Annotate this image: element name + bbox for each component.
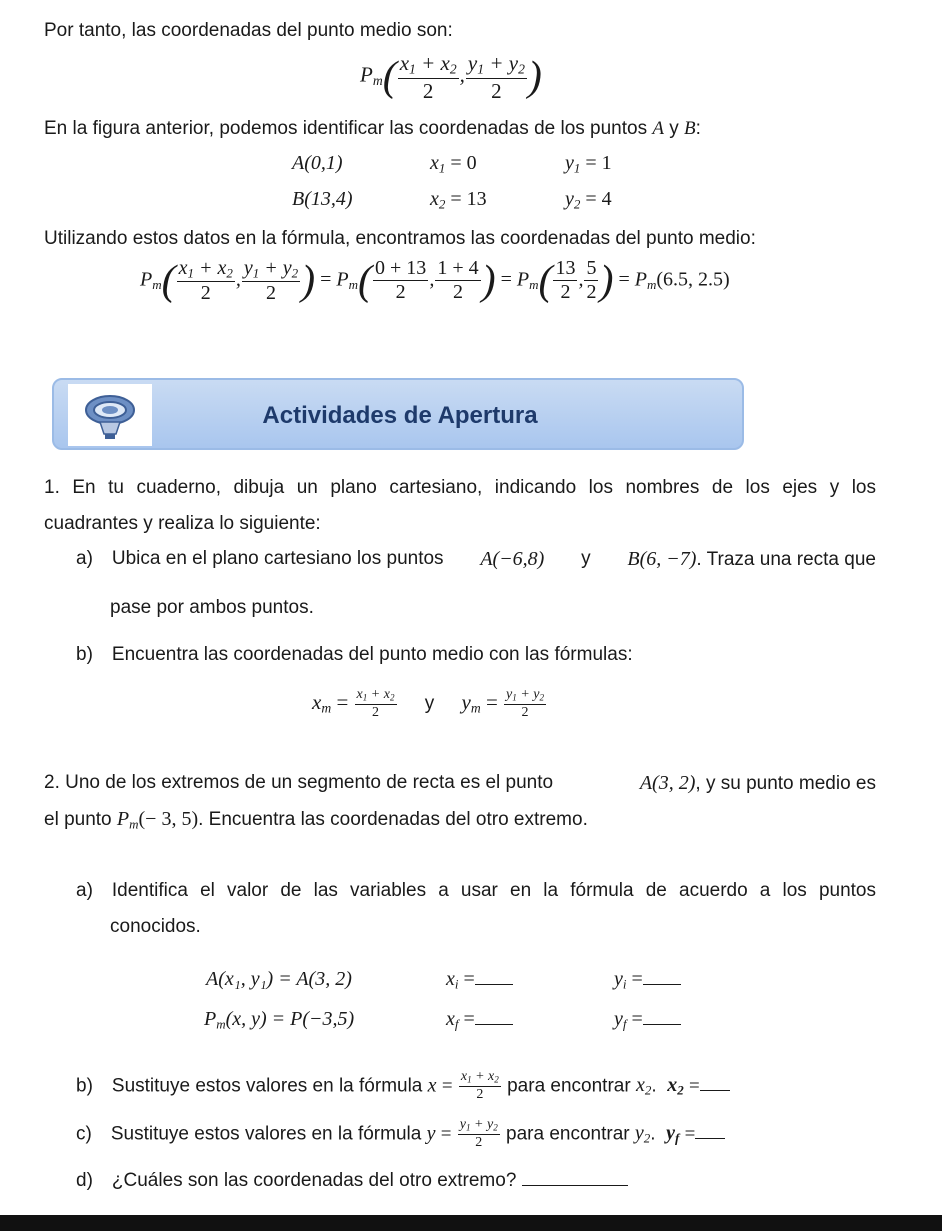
activity-2a-line-2: conocidos. [110,916,201,937]
equation-point-a: A(x₁, y₁) = A(3, 2) [206,968,352,990]
activity-2-line-2: el punto $P_m(- 3$, 5). Encuentra las coordenadas del otro extremo. [44,808,588,832]
equation-midpoint: $P_m(x$, y) = P(−3,5) [204,1008,355,1032]
x1-value: $x_1 = 0$ [430,152,477,176]
bottom-edge [0,1215,942,1231]
activity-1-line-2: cuadrantes y realiza lo siguiente: [44,513,321,534]
y2-value: $y_2 = 4$ [565,188,612,212]
activity-2a-line-1: a) Identifica el valor de las variables a usar en la fórmula de acuerdo a los puntos [76,880,876,901]
point-a-label: A(0,1) [292,152,343,174]
activity-1a-line-1: a) Ubica en el plano cartesiano los puntos A(−6,8) y B(6, −7). Traza una recta que [76,548,876,570]
intro-line-1: Por tanto, las coordenadas del punto medio son: [44,20,453,41]
midpoint-component-formulas: $x_m$ = $\frac{x_1 + x_2}{2}$ y $y_m$ = $\frac{y_1 + y_2}{2}$ [312,687,545,720]
activity-2b-line: b) Sustituye estos valores en la fórmula x = $\frac{x_1 + x_2}{2}$ para encontrar $x_2$. $x_2$ = [76,1070,730,1103]
midpoint-computation: $P_m$( $\frac{x_1 + x_2}{2}$ , $\frac{y_1 + y_2}{2}$ ) = $P_m$( $\frac{0 + 13}{2}$ , $\frac{1 + 4}{2}$ ) = $P_m$( $\frac{13}{2}$ , $\frac{5}{2}$ ) = $P_m(6.5$, 2.5) [140,257,730,304]
midpoint-formula: $P_m$( $\frac{x_1 + x_2}{2}$ , $\frac{y_1 + y_2}{2}$ ) [360,51,542,103]
point-b-label: B(13,4) [292,188,353,210]
xi-blank: $x_i$ = [446,968,513,992]
intro-line-3: Utilizando estos datos en la fórmula, encontramos las coordenadas del punto medio: [44,228,756,249]
activity-1-line-1: 1. En tu cuaderno, dibuja un plano cartesiano, indicando los nombres de los ejes y los [44,477,876,498]
activities-banner [52,378,744,450]
activity-2-line-1: 2. Uno de los extremos de un segmento de recta es el punto A(3, 2), y su punto medio es [44,772,876,794]
x2-value: $x_2 = 13$ [430,188,487,212]
banner-title: Actividades de Apertura [262,402,538,429]
y1-value: $y_1 = 1$ [565,152,612,176]
xf-blank: $x_f$ = [446,1008,513,1032]
activity-2c-line: c) Sustituye estos valores en la fórmula y = $\frac{y_1 + y_2}{2}$ para encontrar $y_2$. $y_f$ = [76,1118,725,1151]
activity-1b-line: b) Encuentra las coordenadas del punto medio con las fórmulas: [76,644,633,665]
yi-blank: $y_i$ = [614,968,681,992]
yf-blank: $y_f$ = [614,1008,681,1032]
activity-2d-line: d) ¿Cuáles son las coordenadas del otro extremo? [76,1170,628,1192]
intro-line-2: En la figura anterior, podemos identificar las coordenadas de los puntos A y B: [44,118,701,139]
activity-1a-line-2: pase por ambos puntos. [110,597,314,618]
